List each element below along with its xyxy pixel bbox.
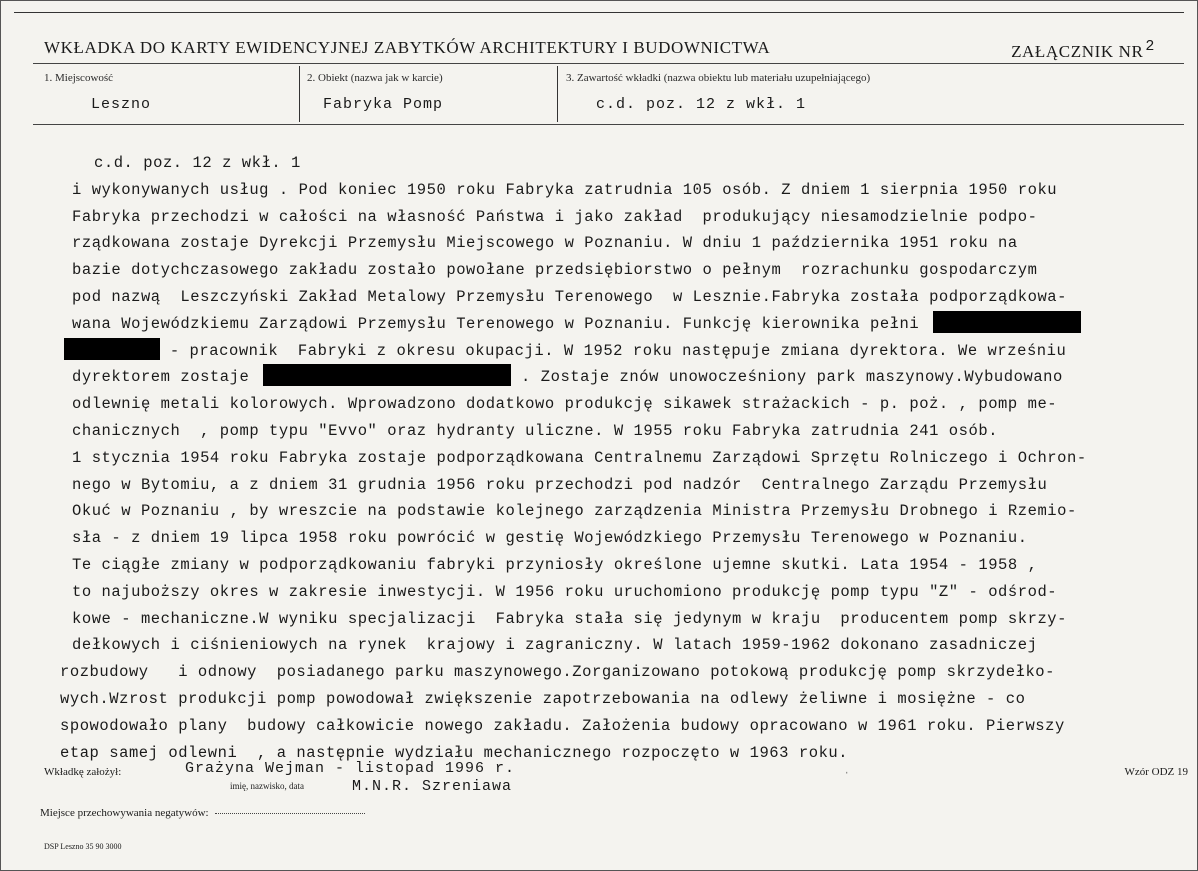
object-label: 2. Obiekt (nazwa jak w karcie) (307, 72, 443, 84)
negatives-dotted-line (215, 813, 365, 814)
institution: M.N.R. Szreniawa (352, 778, 513, 795)
location-label: 1. Miejscowość (44, 72, 114, 84)
body-line: nego w Bytomiu, a z dniem 31 grudnia 1956 roku przechodzi pod nadzór Centralnego Zarządu Przemysłu (72, 475, 1048, 494)
body-line: etap samej odlewni , a następnie wydziału mechanicznego rozpoczęto w 1963 roku. (60, 743, 849, 762)
redaction-box (64, 338, 160, 360)
content-label: 3. Zawartość wkładki (nazwa obiektu lub materiału uzupełniającego) (566, 72, 871, 84)
top-border-line (14, 12, 1184, 13)
body-line-with-redaction (58, 311, 1158, 338)
body-line: - pracownik Fabryki z okresu okupacji. W 1952 roku następuje zmiana dyrektora. We wrześniu (169, 341, 1067, 360)
header-divider (33, 63, 1184, 64)
redaction-box (933, 311, 1081, 333)
body-line-with-redaction (58, 338, 1158, 365)
body-line: to najuboższy okres w zakresie inwestycji. W 1956 roku uruchomiono produkcję pomp typu "Z" - odśrod- (72, 582, 1058, 601)
body-line: wana Wojewódzkiemu Zarządowi Przemysłu Terenowego w Poznaniu. Funkcję kierownika pełni (72, 314, 920, 333)
attachment-label: ZAŁĄCZNIK NR (1011, 42, 1144, 61)
body-line: wych.Wzrost produkcji pomp powodował zwiększenie zapotrzebowania na odlewy żeliwne i mosiężne - co (60, 689, 1026, 708)
author-label: Wkładkę założył: (44, 766, 122, 778)
object-value: Fabryka Pomp (323, 96, 444, 113)
body-line: chanicznych , pomp typu "Evvo" oraz hydranty uliczne. W 1955 roku Fabryka zatrudnia 241 osób. (72, 421, 999, 440)
content-value: c.d. poz. 12 z wkł. 1 (596, 96, 807, 113)
body-line: dełkowych i ciśnieniowych na rynek krajowy i zagraniczny. W latach 1959-1962 dokonano zasadniczej (72, 636, 1038, 655)
body-line: kowe - mechaniczne.W wyniku specjalizacji Fabryka stała się jedynym w kraju producentem pomp skrzy- (72, 609, 1068, 628)
author-hint: imię, nazwisko, data (230, 781, 304, 791)
redaction-box (263, 364, 511, 386)
negatives-label: Miejsce przechowywania negatywów: (40, 807, 209, 819)
body-line: spowodowało plany budowy całkowicie nowego zakładu. Założenia budowy opracowano w 1961 roku. Pierwszy (60, 716, 1065, 735)
body-line: sła - z dniem 19 lipca 1958 roku powrócić w gestię Wojewódzkiego Przemysłu Terenowego w Poznaniu. (72, 529, 1028, 548)
typed-body-text (58, 150, 1158, 766)
fields-divider (33, 124, 1184, 125)
attachment-number (1011, 38, 1155, 62)
body-line: Te ciągłe zmiany w podporządkowaniu fabryki przyniosły określone ujemne skutki. Lata 1954 - 1958 , (72, 555, 1038, 574)
body-line: Fabryka przechodzi w całości na własność Państwa i jako zakład produkujący niesamodzielnie podpo- (72, 207, 1038, 226)
body-line: rządkowana zostaje Dyrekcji Przemysłu Miejscowego w Poznaniu. W dniu 1 października 1951 roku na (72, 234, 1018, 253)
body-line-with-redaction (58, 364, 1158, 391)
body-line: . Zostaje znów unowocześniony park maszynowy.Wybudowano (521, 368, 1063, 387)
body-line: Okuć w Poznaniu , by wreszcie na podstawie kolejnego zarządzenia Ministra Przemysłu Drobnego i Rzemio- (72, 502, 1077, 521)
location-value: Leszno (91, 96, 152, 113)
body-line: odlewnię metali kolorowych. Wprowadzono dodatkowo produkcję sikawek strażackich - p. poż. , pomp me- (72, 395, 1058, 414)
form-title: WKŁADKA DO KARTY EWIDENCYJNEJ ZABYTKÓW ARCHITEKTURY I BUDOWNICTWA (44, 38, 771, 57)
field-separator-1 (299, 66, 300, 122)
body-line: i wykonywanych usług . Pod koniec 1950 roku Fabryka zatrudnia 105 osób. Z dniem 1 sierpnia 1950 roku (72, 180, 1058, 199)
author-value: Grażyna Wejman - listopad 1996 r. (185, 760, 516, 777)
attachment-number-value: 2 (1145, 38, 1155, 55)
body-line: 1 stycznia 1954 roku Fabryka zostaje podporządkowana Centralnemu Zarządowi Sprzętu Rolniczego i Ochron- (72, 448, 1087, 467)
print-code: DSP Leszno 35 90 3000 (44, 842, 122, 851)
body-line: dyrektorem zostaje (72, 368, 250, 387)
body-line: bazie dotychczasowego zakładu zostało powołane przedsiębiorstwo o pełnym rozrachunku gospodarczym (72, 261, 1038, 280)
form-code: Wzór ODZ 19 (1124, 766, 1188, 778)
field-separator-2 (557, 66, 558, 122)
stray-mark: ˌ (845, 762, 849, 774)
body-line: pod nazwą Leszczyński Zakład Metalowy Przemysłu Terenowego w Lesznie.Fabryka została podporządkowa- (72, 287, 1068, 306)
body-line: rozbudowy i odnowy posiadanego parku maszynowego.Zorganizowano potokową produkcję pomp skrzydełko- (60, 663, 1056, 682)
body-heading: c.d. poz. 12 z wkł. 1 (94, 154, 301, 172)
negatives-location-field (40, 807, 365, 819)
